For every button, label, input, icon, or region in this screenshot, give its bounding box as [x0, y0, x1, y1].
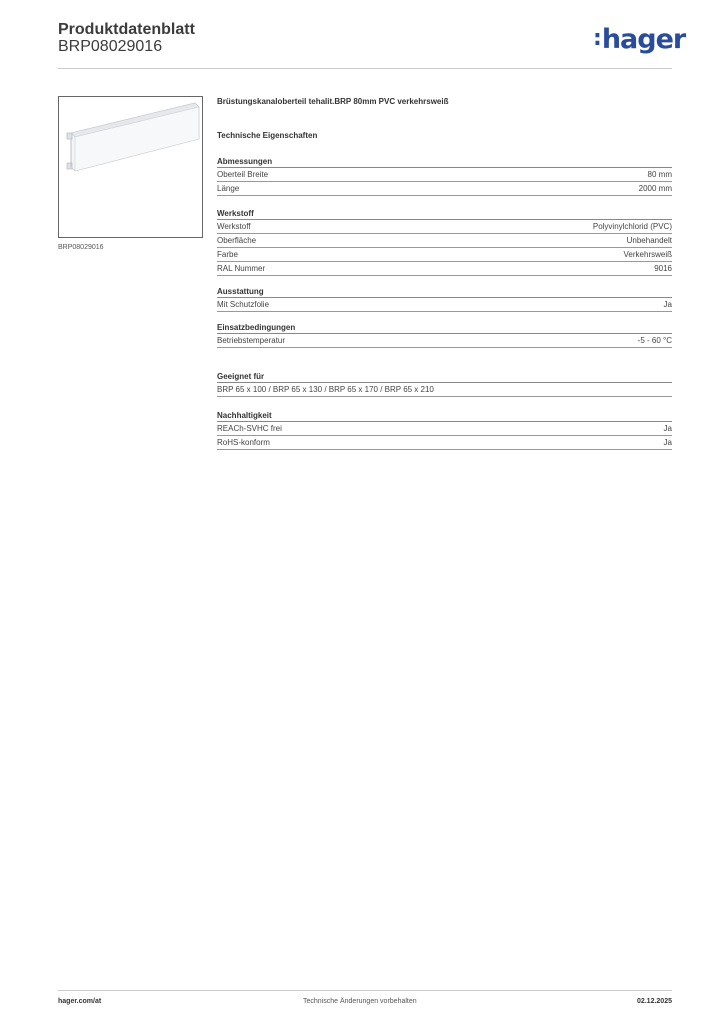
row-value: Unbehandelt: [626, 236, 672, 245]
table-row: [217, 220, 672, 234]
table-row: [217, 334, 672, 348]
hager-logo[interactable]: [593, 24, 685, 55]
table-row: [217, 436, 672, 450]
section-nachhaltigkeit: [217, 410, 672, 450]
section-heading: Geeignet für: [217, 371, 672, 383]
logo-text: hager: [601, 24, 686, 55]
logo-mark: :: [593, 26, 601, 51]
row-label: Betriebstemperatur: [217, 336, 286, 345]
product-photo: [58, 96, 203, 238]
compatible-products: BRP 65 x 100 / BRP 65 x 130 / BRP 65 x 170 / BRP 65 x 210: [217, 383, 672, 397]
table-row: [217, 262, 672, 276]
section-einsatzbedingungen: [217, 322, 672, 348]
footer-notice: Technische Änderungen vorbehalten: [303, 998, 417, 1005]
table-row: [217, 234, 672, 248]
table-row: [217, 298, 672, 312]
section-heading: Werkstoff: [217, 208, 672, 220]
section-heading: Abmessungen: [217, 156, 672, 168]
section-ausstattung: [217, 286, 672, 312]
row-label: RAL Nummer: [217, 264, 266, 273]
row-value: Polyvinylchlorid (PVC): [592, 222, 672, 231]
row-value: Verkehrsweiß: [623, 250, 672, 259]
row-label: Mit Schutzfolie: [217, 300, 270, 309]
table-row: [217, 182, 672, 196]
row-value: Ja: [663, 300, 672, 309]
row-label: Werkstoff: [217, 222, 251, 231]
product-photo-icon: [59, 97, 202, 237]
row-label: Oberteil Breite: [217, 170, 269, 179]
document-title: Produktdatenblatt: [58, 21, 195, 38]
row-label: RoHS-konform: [217, 438, 270, 447]
footer-website-link[interactable]: hager.com/at: [58, 998, 102, 1005]
spec-content: [217, 96, 672, 450]
row-label: Oberfläche: [217, 236, 257, 245]
section-geeignet-fuer: [217, 371, 672, 397]
section-abmessungen: [217, 156, 672, 196]
table-row: [217, 422, 672, 436]
row-label: Farbe: [217, 250, 238, 259]
section-heading: Einsatzbedingungen: [217, 322, 672, 334]
table-row: [217, 168, 672, 182]
tech-heading: Technische Eigenschaften: [217, 131, 318, 140]
row-value: -5 - 60 °C: [637, 336, 672, 345]
row-value: Ja: [663, 438, 672, 447]
photo-caption: BRP08029016: [58, 244, 104, 251]
footer-date: 02.12.2025: [636, 998, 672, 1005]
footer-divider: [58, 990, 672, 991]
article-number: BRP08029016: [58, 38, 163, 55]
section-heading: Nachhaltigkeit: [217, 410, 672, 422]
section-heading: Ausstattung: [217, 286, 672, 298]
row-value: 80 mm: [647, 170, 672, 179]
row-value: 2000 mm: [638, 184, 672, 193]
row-label: Länge: [217, 184, 240, 193]
table-row: [217, 248, 672, 262]
section-werkstoff: [217, 208, 672, 276]
row-value: Ja: [663, 424, 672, 433]
row-label: REACh-SVHC frei: [217, 424, 282, 433]
header-divider: [58, 68, 672, 69]
row-value: 9016: [654, 264, 672, 273]
product-name: Brüstungskanaloberteil tehalit.BRP 80mm PVC verkehrsweiß: [217, 97, 449, 106]
